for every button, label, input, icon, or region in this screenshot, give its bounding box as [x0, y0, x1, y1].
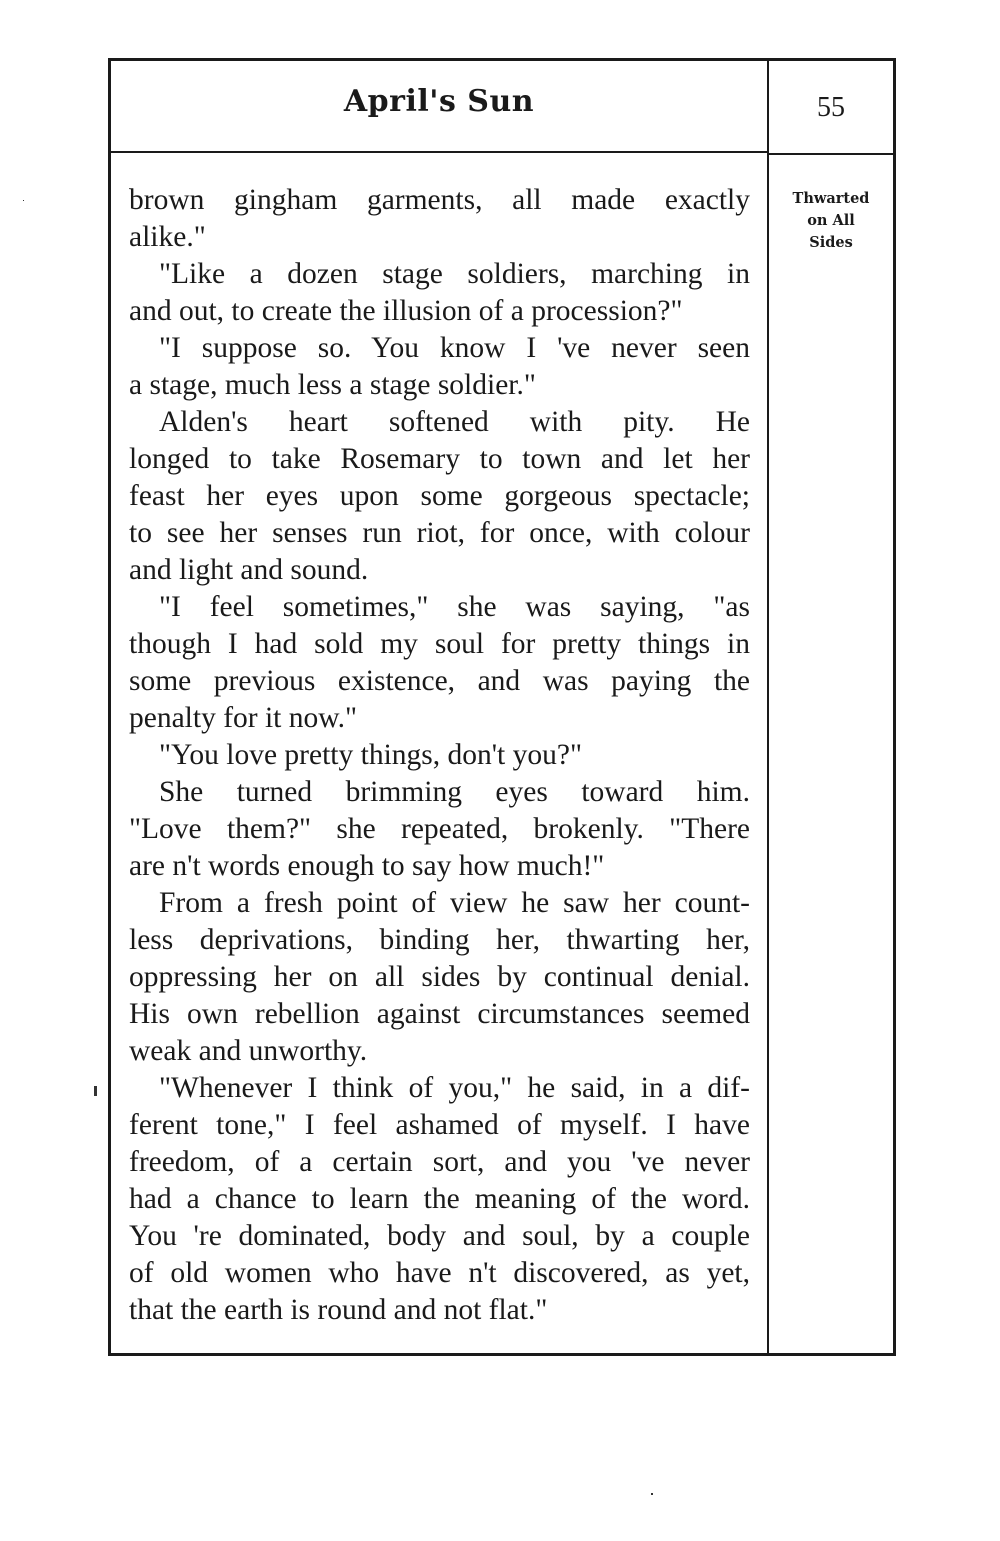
text-line: "Love them?" she repeated, brokenly. "There: [129, 813, 750, 845]
text-line: oppressing her on all sides by continual denial.: [129, 961, 750, 993]
text-line: feast her eyes upon some gorgeous spectacle;: [129, 480, 750, 512]
text-line: Alden's heart softened with pity. He: [159, 406, 750, 438]
scan-speck: [651, 1493, 653, 1495]
marginal-note: [772, 188, 890, 254]
text-line: and light and sound.: [129, 554, 369, 586]
text-line: are n't words enough to say how much!": [129, 850, 605, 882]
text-line: though I had sold my soul for pretty things in: [129, 628, 750, 660]
text-line: penalty for it now.": [129, 702, 358, 734]
text-line: of old women who have n't discovered, as yet,: [129, 1257, 750, 1289]
marginal-note-line: Sides: [809, 234, 853, 251]
page-number: 55: [817, 92, 845, 123]
text-line: brown gingham garments, all made exactly: [129, 184, 750, 216]
text-line: "Like a dozen stage soldiers, marching in: [159, 258, 750, 290]
scan-speck: [23, 200, 24, 201]
marginal-note-line: Thwarted: [792, 190, 870, 207]
text-line: "You love pretty things, don't you?": [159, 739, 583, 771]
body-text: [129, 182, 750, 1329]
text-line: His own rebellion against circumstances seemed: [129, 998, 750, 1030]
text-line: some previous existence, and was paying the: [129, 665, 750, 697]
text-line: to see her senses run riot, for once, with colour: [129, 517, 750, 549]
text-line: From a fresh point of view he saw her count-: [159, 887, 750, 919]
text-line: longed to take Rosemary to town and let her: [129, 443, 750, 475]
scan-speck: [94, 1086, 97, 1096]
margin-divider: [767, 58, 769, 1356]
header-rule-margin: [769, 153, 896, 155]
text-line: a stage, much less a stage soldier.": [129, 369, 536, 401]
running-title: April's Sun: [343, 84, 535, 119]
text-line: She turned brimming eyes toward him.: [159, 776, 750, 808]
text-line: "Whenever I think of you," he said, in a dif-: [159, 1072, 750, 1104]
marginal-note-line: on All: [807, 212, 855, 229]
text-line: freedom, of a certain sort, and you 've never: [129, 1146, 750, 1178]
text-line: alike.": [129, 221, 206, 253]
text-line: ferent tone," I feel ashamed of myself. I have: [129, 1109, 750, 1141]
text-line: that the earth is round and not flat.": [129, 1294, 548, 1326]
text-line: weak and unworthy.: [129, 1035, 368, 1067]
text-line: and out, to create the illusion of a procession?": [129, 295, 683, 327]
text-line: less deprivations, binding her, thwarting her,: [129, 924, 750, 956]
header-rule: [108, 151, 769, 153]
text-line: "I suppose so. You know I 've never seen: [159, 332, 750, 364]
text-line: You 're dominated, body and soul, by a couple: [129, 1220, 750, 1252]
text-line: "I feel sometimes," she was saying, "as: [159, 591, 750, 623]
text-line: had a chance to learn the meaning of the word.: [129, 1183, 750, 1215]
